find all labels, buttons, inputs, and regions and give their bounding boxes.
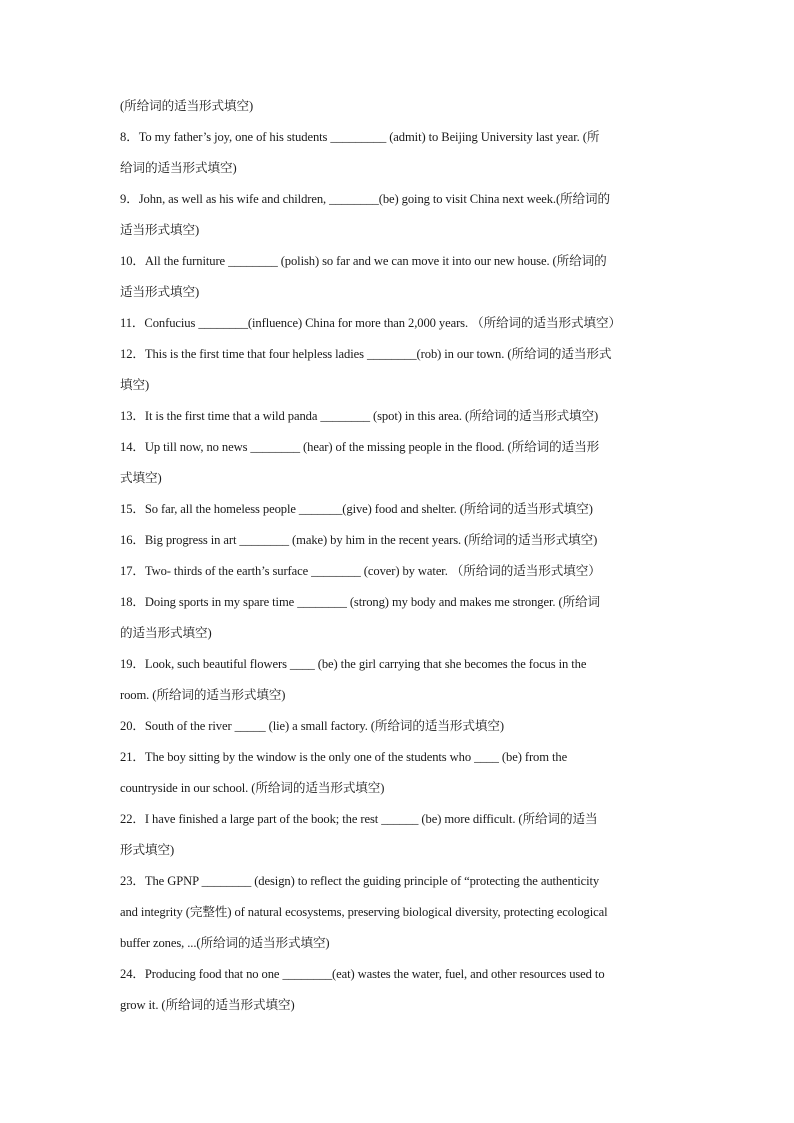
text-line: 适当形式填空) [120, 285, 200, 299]
question-15: 15．So far, all the homeless people _______(give) food and shelter. (所给词的适当形式填空) [120, 502, 593, 516]
text-line: grow it. (所给词的适当形式填空) [120, 998, 295, 1012]
question-14: 14．Up till now, no news ________ (hear) of the missing people in the flood. (所给词的适当形 [120, 440, 600, 454]
question-18: 18．Doing sports in my spare time ________ (strong) my body and makes me stronger. (所给词 [120, 595, 601, 609]
question-11: 11．Confucius ________(influence) China for more than 2,000 years. （所给词的适当形式填空） [120, 316, 621, 330]
question-21: 21．The boy sitting by the window is the only one of the students who ____ (be) from the [120, 750, 568, 764]
question-13: 13．It is the first time that a wild panda ________ (spot) in this area. (所给词的适当形式填空) [120, 409, 599, 423]
text-line: 适当形式填空) [120, 223, 200, 237]
text-line: room. (所给词的适当形式填空) [120, 688, 286, 702]
question-19: 19．Look, such beautiful flowers ____ (be) the girl carrying that she becomes the focus in the [120, 657, 587, 671]
document-page [120, 91, 676, 1021]
question-20: 20．South of the river _____ (lie) a small factory. (所给词的适当形式填空) [120, 719, 504, 733]
text-line: 式填空) [120, 471, 162, 485]
question-10: 10．All the furniture ________ (polish) so far and we can move it into our new house. (所给词的 [120, 254, 607, 268]
question-9: 9．John, as well as his wife and children, ________(be) going to visit China next week.(所给词的 [120, 192, 611, 206]
question-22: 22．I have finished a large part of the book; the rest ______ (be) more difficult. (所给词的适当 [120, 812, 598, 826]
text-line: buffer zones, ...(所给词的适当形式填空) [120, 936, 330, 950]
text-line: and integrity (完整性) of natural ecosystems, preserving biological diversity, protecting ecological [120, 905, 608, 919]
text-line: 填空) [120, 378, 150, 392]
text-line: (所给词的适当形式填空) [120, 99, 254, 113]
text-line: 给词的适当形式填空) [120, 161, 237, 175]
question-16: 16．Big progress in art ________ (make) by him in the recent years. (所给词的适当形式填空) [120, 533, 598, 547]
question-23: 23．The GPNP ________ (design) to reflect the guiding principle of “protecting the authenticity [120, 874, 600, 888]
text-line: countryside in our school. (所给词的适当形式填空) [120, 781, 385, 795]
question-24: 24．Producing food that no one ________(eat) wastes the water, fuel, and other resources used to [120, 967, 605, 981]
question-12: 12．This is the first time that four helpless ladies ________(rob) in our town. (所给词的适当形式 [120, 347, 612, 361]
question-17: 17．Two- thirds of the earth’s surface ________ (cover) by water. （所给词的适当形式填空） [120, 564, 601, 578]
question-8: 8．To my father’s joy, one of his students _________ (admit) to Beijing University last year. (所 [120, 130, 600, 144]
text-line: 的适当形式填空) [120, 626, 212, 640]
text-line: 形式填空) [120, 843, 175, 857]
